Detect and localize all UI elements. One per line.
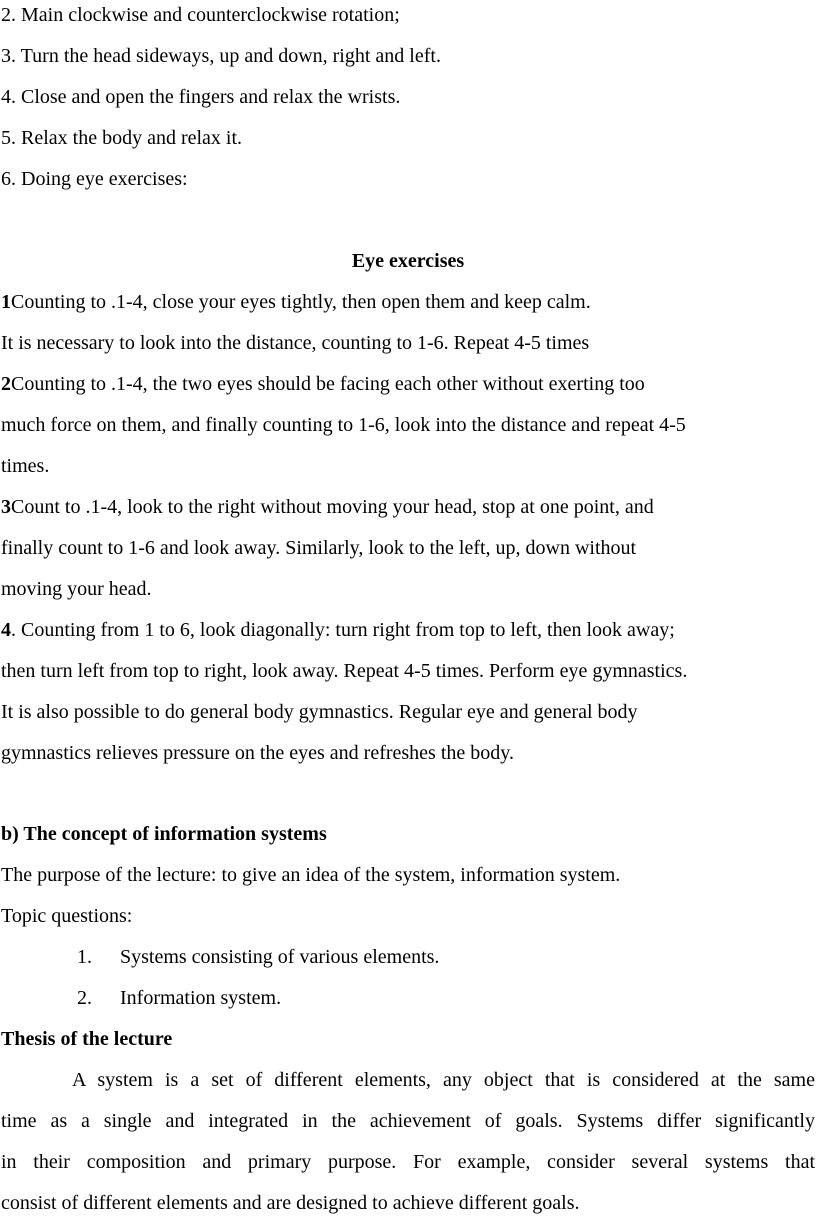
topic-questions-label: Topic questions: [1, 905, 133, 927]
section-heading-eye-exercises: Eye exercises [351, 250, 465, 272]
lecture-purpose: The purpose of the lecture: to give an idea of the system, information system. [1, 864, 621, 886]
section-heading-info-systems: b) The concept of information systems [1, 823, 327, 845]
paragraph-line: much force on them, and finally counting to 1-6, look into the distance and repeat 4-5 [1, 414, 686, 436]
question-number: 1. [77, 946, 92, 968]
list-item: 5. Relax the body and relax it. [1, 127, 243, 149]
thesis-line: time as a single and integrated in the achievement of goals. Systems differ significantly [1, 1110, 815, 1132]
paragraph-line: times. [1, 455, 50, 477]
thesis-line: A system is a set of different elements, any object that is considered at the same [72, 1069, 815, 1091]
question-number: 2. [77, 987, 92, 1009]
thesis-heading: Thesis of the lecture [1, 1028, 173, 1050]
paragraph-line: 3Count to .1-4, look to the right without moving your head, stop at one point, and [1, 496, 654, 518]
exercise-number: 2 [1, 373, 11, 395]
paragraph-line: It is necessary to look into the distance, counting to 1-6. Repeat 4-5 times [1, 332, 590, 354]
list-item: 6. Doing eye exercises: [1, 168, 188, 190]
paragraph-line: finally count to 1-6 and look away. Similarly, look to the left, up, down without [1, 537, 637, 559]
exercise-number: 1 [1, 291, 11, 313]
list-item: 4. Close and open the fingers and relax the wrists. [1, 86, 401, 108]
paragraph-line: 2Counting to .1-4, the two eyes should be facing each other without exerting too [1, 373, 645, 395]
paragraph-line: gymnastics relieves pressure on the eyes and refreshes the body. [1, 742, 514, 764]
thesis-line: in their composition and primary purpose. For example, consider several systems that [1, 1151, 815, 1173]
thesis-line: consist of different elements and are designed to achieve different goals. [1, 1192, 580, 1214]
question-text: Information system. [120, 987, 282, 1009]
paragraph-line: 1Counting to .1-4, close your eyes tightly, then open them and keep calm. [1, 291, 591, 313]
paragraph-line: moving your head. [1, 578, 152, 600]
exercise-number: 3 [1, 496, 11, 518]
paragraph-line: then turn left from top to right, look away. Repeat 4-5 times. Perform eye gymnastics. [1, 660, 688, 682]
paragraph-line: 4. Counting from 1 to 6, look diagonally: turn right from top to left, then look away; [1, 619, 675, 641]
exercise-number: 4 [1, 619, 11, 641]
list-item: 3. Turn the head sideways, up and down, right and left. [1, 45, 441, 67]
list-item: 2. Main clockwise and counterclockwise rotation; [1, 4, 400, 26]
question-text: Systems consisting of various elements. [120, 946, 440, 968]
paragraph-line: It is also possible to do general body gymnastics. Regular eye and general body [1, 701, 638, 723]
